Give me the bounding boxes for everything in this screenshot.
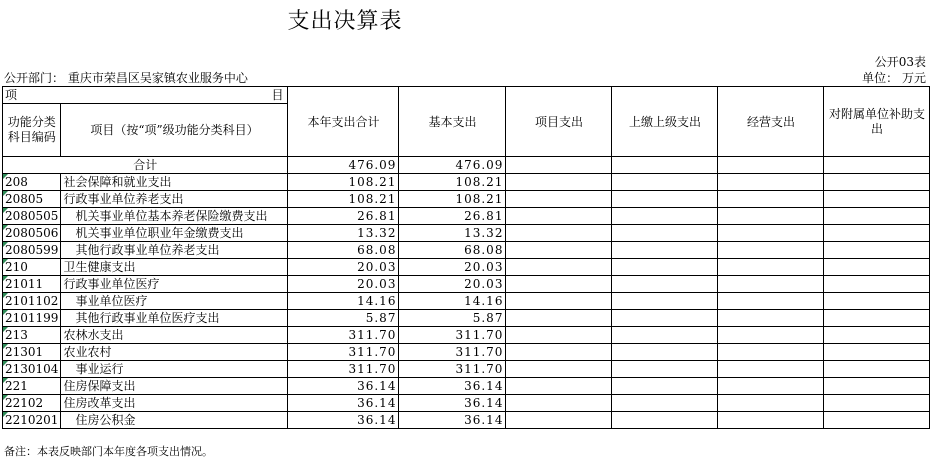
expenditure-table	[2, 86, 930, 429]
cell-marker-icon	[3, 361, 8, 366]
cell-marker-icon	[3, 378, 8, 383]
row-basic: 20.03	[399, 259, 506, 276]
row-project	[506, 225, 612, 242]
table-row	[3, 327, 930, 344]
table-row	[3, 191, 930, 208]
row-code: 221	[3, 378, 61, 395]
col-header-project: 项目支出	[506, 87, 612, 157]
row-upper	[612, 310, 718, 327]
cell-marker-icon	[3, 225, 8, 230]
row-name: 卫生健康支出	[61, 259, 288, 276]
table-row	[3, 174, 930, 191]
row-total: 311.70	[288, 361, 399, 378]
cell-marker-icon	[3, 395, 8, 400]
col-header-upper: 上缴上级支出	[612, 87, 718, 157]
row-code: 22102	[3, 395, 61, 412]
row-basic: 26.81	[399, 208, 506, 225]
row-subsidy	[824, 259, 930, 276]
row-basic: 68.08	[399, 242, 506, 259]
row-upper	[612, 225, 718, 242]
row-total: 20.03	[288, 259, 399, 276]
col-header-total: 本年支出合计	[288, 87, 399, 157]
row-basic: 311.70	[399, 361, 506, 378]
table-row	[3, 395, 930, 412]
row-upper	[612, 259, 718, 276]
row-project	[506, 412, 612, 429]
table-row	[3, 344, 930, 361]
row-project	[506, 344, 612, 361]
row-subsidy	[824, 327, 930, 344]
total-upper	[612, 157, 718, 174]
row-business	[718, 174, 824, 191]
row-name: 住房改革支出	[61, 395, 288, 412]
row-project	[506, 276, 612, 293]
row-business	[718, 242, 824, 259]
row-business	[718, 276, 824, 293]
row-upper	[612, 395, 718, 412]
table-row	[3, 259, 930, 276]
row-code: 2210201	[3, 412, 61, 429]
row-name: 农林水支出	[61, 327, 288, 344]
xiang-mu-header	[3, 87, 288, 104]
row-basic: 5.87	[399, 310, 506, 327]
row-total: 108.21	[288, 191, 399, 208]
row-upper	[612, 208, 718, 225]
row-code: 2080599	[3, 242, 61, 259]
row-subsidy	[824, 293, 930, 310]
row-upper	[612, 242, 718, 259]
cell-marker-icon	[3, 259, 8, 264]
row-basic: 108.21	[399, 191, 506, 208]
row-total: 20.03	[288, 276, 399, 293]
row-business	[718, 225, 824, 242]
row-project	[506, 327, 612, 344]
unit-label: 单位： 万元	[862, 71, 926, 85]
row-code: 21011	[3, 276, 61, 293]
row-subsidy	[824, 412, 930, 429]
row-project	[506, 191, 612, 208]
row-basic: 108.21	[399, 174, 506, 191]
row-upper	[612, 276, 718, 293]
report-title: 支出决算表	[287, 9, 403, 34]
row-project	[506, 259, 612, 276]
row-name: 社会保障和就业支出	[61, 174, 288, 191]
cell-marker-icon	[3, 174, 8, 179]
cell-marker-icon	[3, 242, 8, 247]
table-row	[3, 225, 930, 242]
total-label: 合计	[3, 157, 288, 174]
cell-marker-icon	[3, 344, 8, 349]
row-code: 21301	[3, 344, 61, 361]
row-business	[718, 327, 824, 344]
department-label: 公开部门： 重庆市荣昌区吴家镇农业服务中心	[4, 71, 248, 85]
row-upper	[612, 378, 718, 395]
col-header-subsidy: 对附属单位补助支出	[824, 87, 930, 157]
table-row	[3, 412, 930, 429]
mu-label: 目	[271, 88, 284, 102]
row-upper	[612, 191, 718, 208]
row-code: 20805	[3, 191, 61, 208]
row-basic: 14.16	[399, 293, 506, 310]
total-row	[3, 157, 930, 174]
row-code: 2130104	[3, 361, 61, 378]
row-business	[718, 395, 824, 412]
row-business	[718, 412, 824, 429]
row-business	[718, 208, 824, 225]
row-code: 2101102	[3, 293, 61, 310]
row-code: 208	[3, 174, 61, 191]
row-total: 26.81	[288, 208, 399, 225]
row-name: 机关事业单位基本养老保险缴费支出	[61, 208, 288, 225]
total-business	[718, 157, 824, 174]
total-project	[506, 157, 612, 174]
row-subsidy	[824, 208, 930, 225]
cell-marker-icon	[3, 412, 8, 417]
row-project	[506, 361, 612, 378]
row-upper	[612, 361, 718, 378]
row-subsidy	[824, 276, 930, 293]
cell-marker-icon	[3, 191, 8, 196]
row-subsidy	[824, 310, 930, 327]
row-subsidy	[824, 344, 930, 361]
table-row	[3, 310, 930, 327]
total-basic: 476.09	[399, 157, 506, 174]
row-subsidy	[824, 378, 930, 395]
row-name: 住房保障支出	[61, 378, 288, 395]
row-basic: 36.14	[399, 412, 506, 429]
row-project	[506, 293, 612, 310]
row-code: 2080505	[3, 208, 61, 225]
total-amount: 476.09	[288, 157, 399, 174]
row-project	[506, 174, 612, 191]
row-business	[718, 191, 824, 208]
footnote: 备注：本表反映部门本年度各项支出情况。	[4, 445, 213, 458]
row-basic: 13.32	[399, 225, 506, 242]
row-upper	[612, 293, 718, 310]
row-business	[718, 293, 824, 310]
table-row	[3, 293, 930, 310]
col-header-name: 项目（按“项”级功能分类科目）	[61, 104, 288, 157]
row-name: 事业运行	[61, 361, 288, 378]
row-name: 农业农村	[61, 344, 288, 361]
row-name: 行政事业单位养老支出	[61, 191, 288, 208]
row-project	[506, 208, 612, 225]
row-upper	[612, 327, 718, 344]
cell-marker-icon	[3, 208, 8, 213]
table-row	[3, 208, 930, 225]
row-project	[506, 378, 612, 395]
row-code: 2101199	[3, 310, 61, 327]
col-header-business: 经营支出	[718, 87, 824, 157]
row-total: 108.21	[288, 174, 399, 191]
table-row	[3, 276, 930, 293]
row-project	[506, 242, 612, 259]
row-total: 68.08	[288, 242, 399, 259]
row-basic: 36.14	[399, 395, 506, 412]
table-code: 公开03表	[874, 55, 926, 69]
row-subsidy	[824, 174, 930, 191]
row-subsidy	[824, 225, 930, 242]
cell-marker-icon	[3, 310, 8, 315]
row-business	[718, 310, 824, 327]
row-total: 13.32	[288, 225, 399, 242]
cell-marker-icon	[3, 327, 8, 332]
row-code: 213	[3, 327, 61, 344]
row-total: 311.70	[288, 344, 399, 361]
row-basic: 311.70	[399, 344, 506, 361]
row-upper	[612, 344, 718, 361]
row-project	[506, 310, 612, 327]
row-subsidy	[824, 361, 930, 378]
header-row-top	[3, 87, 930, 104]
row-subsidy	[824, 242, 930, 259]
row-business	[718, 361, 824, 378]
row-name: 机关事业单位职业年金缴费支出	[61, 225, 288, 242]
row-name: 其他行政事业单位医疗支出	[61, 310, 288, 327]
total-subsidy	[824, 157, 930, 174]
row-basic: 36.14	[399, 378, 506, 395]
row-name: 行政事业单位医疗	[61, 276, 288, 293]
col-header-basic: 基本支出	[399, 87, 506, 157]
row-name: 事业单位医疗	[61, 293, 288, 310]
row-code: 2080506	[3, 225, 61, 242]
row-name: 住房公积金	[61, 412, 288, 429]
row-basic: 20.03	[399, 276, 506, 293]
row-subsidy	[824, 191, 930, 208]
xiang-label: 项	[5, 88, 18, 102]
row-subsidy	[824, 395, 930, 412]
row-business	[718, 259, 824, 276]
row-total: 14.16	[288, 293, 399, 310]
row-basic: 311.70	[399, 327, 506, 344]
row-upper	[612, 174, 718, 191]
row-upper	[612, 412, 718, 429]
row-total: 36.14	[288, 412, 399, 429]
row-project	[506, 395, 612, 412]
row-business	[718, 344, 824, 361]
row-total: 5.87	[288, 310, 399, 327]
row-name: 其他行政事业单位养老支出	[61, 242, 288, 259]
table-row	[3, 378, 930, 395]
row-total: 36.14	[288, 378, 399, 395]
cell-marker-icon	[3, 293, 8, 298]
table-row	[3, 242, 930, 259]
col-header-code: 功能分类科目编码	[3, 104, 61, 157]
row-code: 210	[3, 259, 61, 276]
row-total: 311.70	[288, 327, 399, 344]
table-row	[3, 361, 930, 378]
row-total: 36.14	[288, 395, 399, 412]
row-business	[718, 378, 824, 395]
cell-marker-icon	[3, 276, 8, 281]
